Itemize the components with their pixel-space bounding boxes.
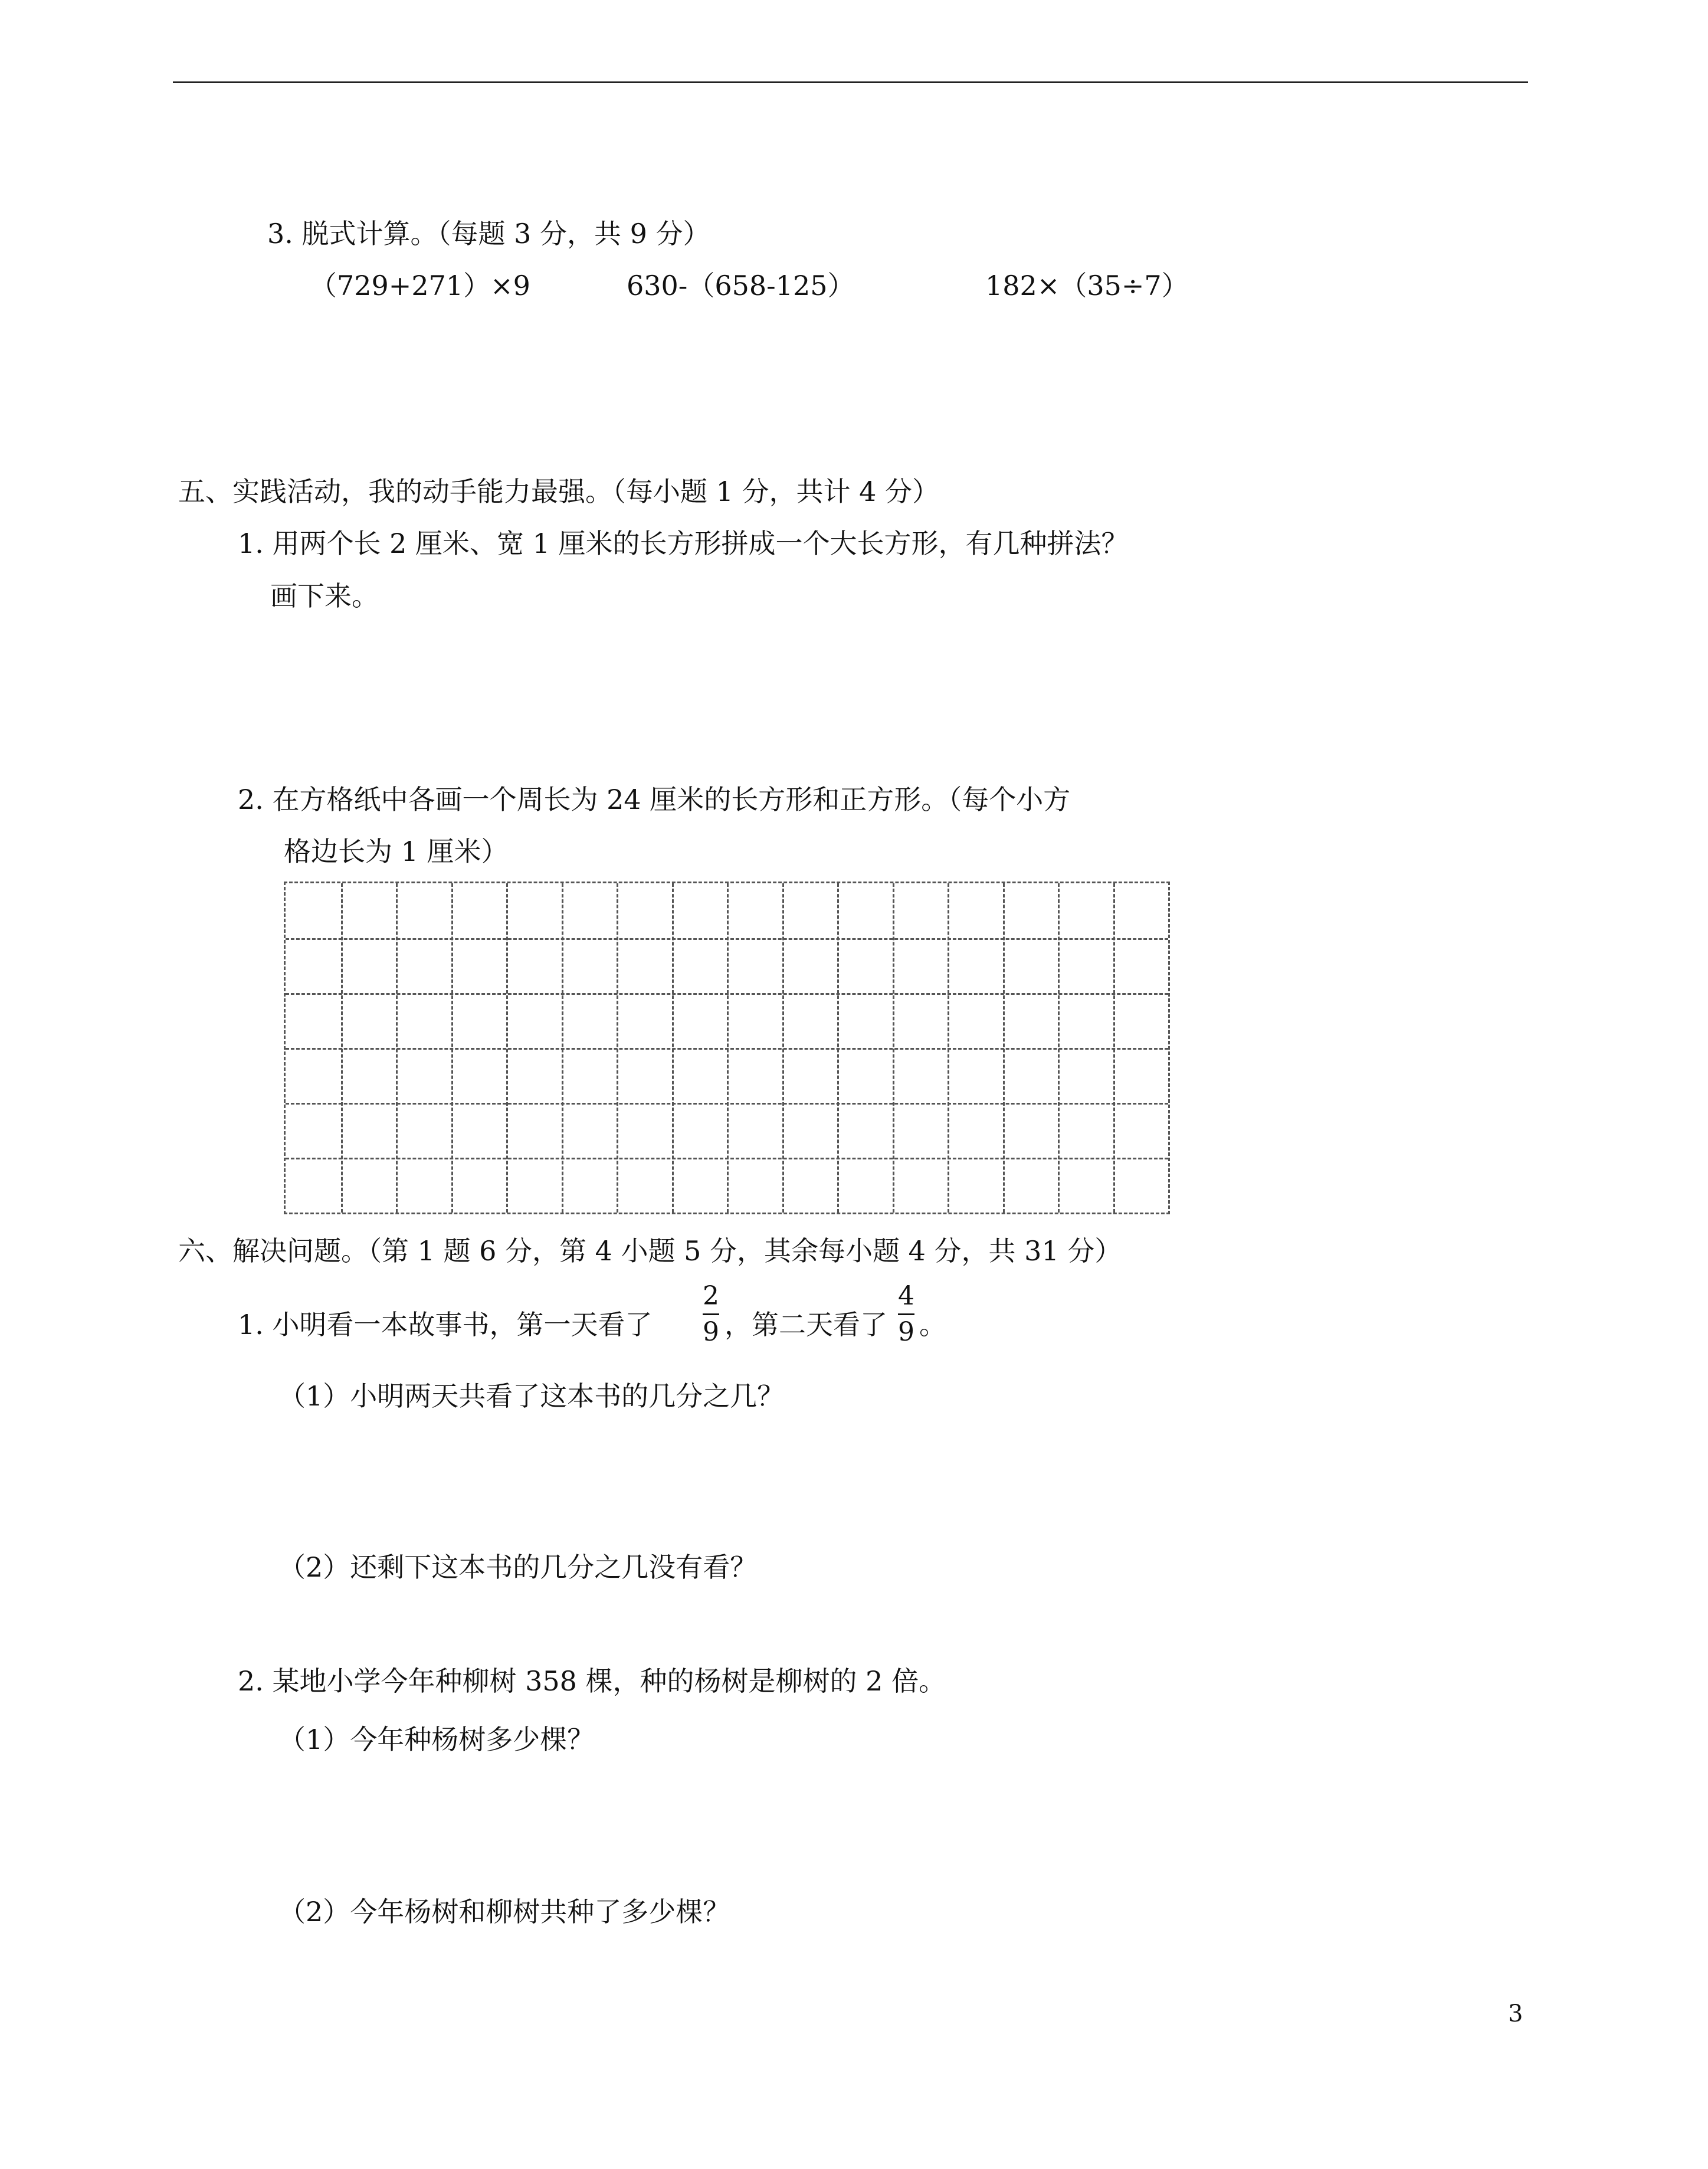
s6-q2-line: 2. 某地小学今年种柳树 358 棵，种的杨树是柳树的 2 倍。 (238, 1665, 946, 1697)
s6-q1-prefix: 1. 小明看一本故事书，第一天看了 (238, 1309, 653, 1341)
s6-q2-sub2: （2）今年杨树和柳树共种了多少棵？ (278, 1896, 730, 1928)
s5-q2-line2: 格边长为 1 厘米） (284, 836, 509, 867)
s6-q1-mid: ，第二天看了 (724, 1309, 887, 1341)
grid-line-horizontal (286, 1158, 1168, 1159)
fraction-4-9 (894, 1282, 918, 1347)
header-rule (173, 81, 1528, 83)
fraction-bar (703, 1313, 719, 1315)
s6-q1-sub1: （1）小明两天共看了这本书的几分之几？ (278, 1380, 785, 1412)
q3-title: 3. 脱式计算。（每题 3 分，共 9 分） (267, 218, 710, 250)
section5-title: 五、实践活动，我的动手能力最强。（每小题 1 分，共计 4 分） (178, 476, 940, 507)
s6-q1-sub2: （2）还剩下这本书的几分之几没有看？ (278, 1551, 758, 1583)
square-grid (284, 882, 1170, 1214)
s5-q2-line1: 2. 在方格纸中各画一个周长为 24 厘米的长方形和正方形。（每个小方 (238, 784, 1071, 815)
fraction-numerator: 4 (898, 1281, 914, 1311)
fraction-denominator: 9 (703, 1317, 719, 1347)
fraction-2-9 (699, 1282, 723, 1347)
s5-q1-line2: 画下来。 (270, 580, 379, 612)
grid-line-horizontal (286, 1048, 1168, 1050)
fraction-numerator: 2 (703, 1281, 719, 1311)
s6-q1-end: 。 (919, 1309, 946, 1341)
s6-q2-sub1: （1）今年种杨树多少棵？ (278, 1724, 595, 1755)
page-number: 3 (1508, 2000, 1523, 2027)
grid-line-horizontal (286, 993, 1168, 995)
section6-title: 六、解决问题。（第 1 题 6 分，第 4 小题 5 分，其余每小题 4 分，共 31 分） (178, 1235, 1122, 1267)
calc-item-3: 182×（35÷7） (985, 270, 1189, 302)
calc-item-1: （729+271）×9 (310, 270, 530, 302)
grid-line-horizontal (286, 1103, 1168, 1105)
calc-item-2: 630-（658-125） (627, 270, 855, 302)
fraction-bar (898, 1313, 914, 1315)
s5-q1-line1: 1. 用两个长 2 厘米、宽 1 厘米的长方形拼成一个大长方形，有几种拼法？ (238, 527, 1129, 559)
grid-line-horizontal (286, 938, 1168, 940)
fraction-denominator: 9 (898, 1317, 914, 1347)
